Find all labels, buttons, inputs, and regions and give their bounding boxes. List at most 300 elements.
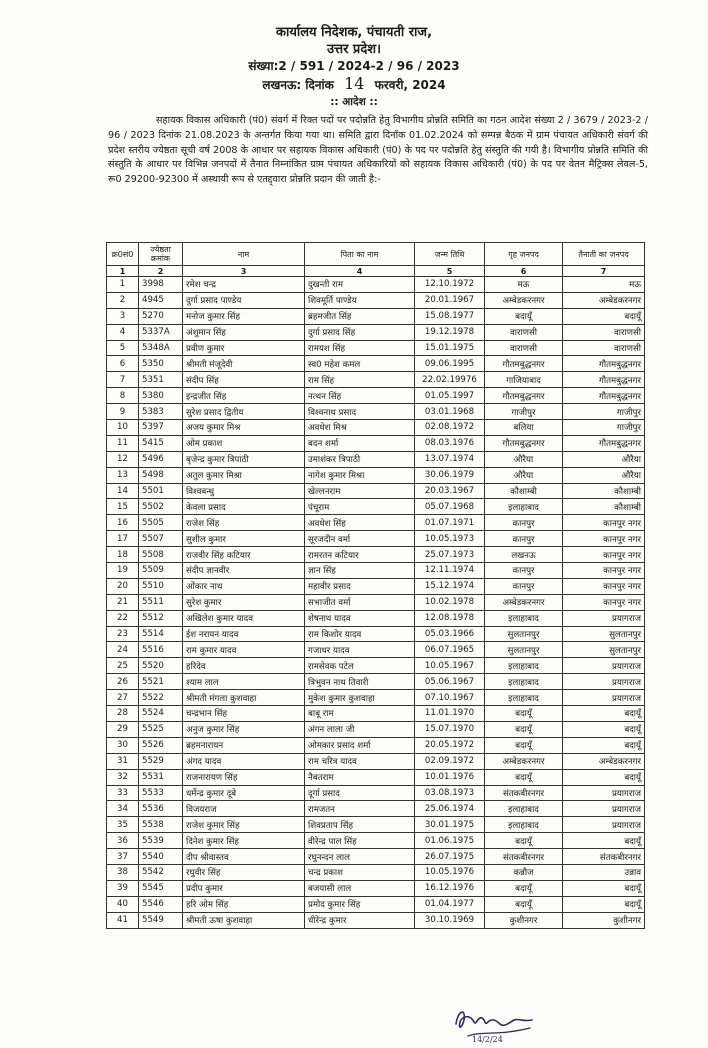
table-cell: 16.12.1976 bbox=[415, 880, 485, 896]
table-cell: अजय कुमार मिश्र bbox=[183, 420, 305, 436]
table-row bbox=[107, 769, 645, 785]
table-cell: 12.10.1972 bbox=[415, 277, 485, 293]
table-cell: 05.03.1966 bbox=[415, 626, 485, 642]
table-cell: बदायूँ bbox=[563, 880, 645, 896]
table-cell: 5538 bbox=[139, 817, 183, 833]
table-cell: सुलतानपुर bbox=[563, 642, 645, 658]
table-cell: राम कुमार यादव bbox=[183, 642, 305, 658]
table-cell: चन्द्र प्रकाश bbox=[305, 864, 415, 880]
table-cell: 33 bbox=[107, 785, 139, 801]
table-cell: कौशाम्बी bbox=[563, 499, 645, 515]
signature-date: 14/2/24 bbox=[472, 1035, 503, 1044]
table-cell: 20.01.1967 bbox=[415, 292, 485, 308]
table-cell: प्रयागराज bbox=[563, 610, 645, 626]
table-row bbox=[107, 277, 645, 293]
table-cell: मुकेश कुमार कुशवाहा bbox=[305, 690, 415, 706]
table-row bbox=[107, 785, 645, 801]
table-cell: 39 bbox=[107, 880, 139, 896]
table-cell: 5501 bbox=[139, 483, 183, 499]
table-cell: बदायूँ bbox=[485, 308, 563, 324]
order-title: :: आदेश :: bbox=[330, 96, 378, 108]
table-cell: बदायूँ bbox=[485, 880, 563, 896]
table-cell: अम्बेडकरनगर bbox=[485, 594, 563, 610]
table-cell: राम चरित्र यादव bbox=[305, 753, 415, 769]
table-cell: ईश नरायन यादव bbox=[183, 626, 305, 642]
table-cell: 5514 bbox=[139, 626, 183, 642]
table-cell: 17 bbox=[107, 531, 139, 547]
table-row bbox=[107, 324, 645, 340]
table-cell: इन्द्रजीत सिंह bbox=[183, 388, 305, 404]
table-cell: 18 bbox=[107, 547, 139, 563]
table-cell: अंगन लाला जी bbox=[305, 721, 415, 737]
table-cell: वाराणसी bbox=[563, 324, 645, 340]
table-cell: 5510 bbox=[139, 578, 183, 594]
table-cell: कुशीनगर bbox=[563, 912, 645, 928]
table-cell: 5542 bbox=[139, 864, 183, 880]
table-cell: 5526 bbox=[139, 737, 183, 753]
table-cell: स्व0 महेश कमल bbox=[305, 356, 415, 372]
table-cell: 7 bbox=[107, 372, 139, 388]
table-cell: 08.03.1976 bbox=[415, 435, 485, 451]
table-cell: 35 bbox=[107, 817, 139, 833]
table-cell: 13 bbox=[107, 467, 139, 483]
table-cell: रघुवीर सिंह bbox=[183, 864, 305, 880]
table-cell: 05.07.1968 bbox=[415, 499, 485, 515]
col-number: 6 bbox=[485, 266, 563, 277]
table-cell: दूर्गा प्रसाद bbox=[305, 785, 415, 801]
table-cell: 41 bbox=[107, 912, 139, 928]
col-header-name: नाम bbox=[183, 243, 305, 266]
table-cell: 40 bbox=[107, 896, 139, 912]
table-cell: कानपुर नगर bbox=[563, 547, 645, 563]
table-cell: बृजेन्द्र कुमार त्रिपाठी bbox=[183, 451, 305, 467]
table-cell: गौतमबुद्धनगर bbox=[563, 356, 645, 372]
table-cell: सुरेश कुमार bbox=[183, 594, 305, 610]
table-cell: औरैया bbox=[563, 467, 645, 483]
table-cell: 29 bbox=[107, 721, 139, 737]
table-cell: चन्द्रभान सिंह bbox=[183, 706, 305, 722]
table-cell: केवला प्रसाद bbox=[183, 499, 305, 515]
table-cell: 6 bbox=[107, 356, 139, 372]
table-row bbox=[107, 880, 645, 896]
table-cell: प्रयागराज bbox=[563, 690, 645, 706]
table-row bbox=[107, 737, 645, 753]
table-cell: बजयासी लाल bbox=[305, 880, 415, 896]
table-row bbox=[107, 308, 645, 324]
reference-number: संख्या:2 / 591 / 2024-2 / 96 / 2023 bbox=[248, 59, 460, 73]
table-cell: वाराणसी bbox=[563, 340, 645, 356]
promotion-table bbox=[106, 242, 645, 929]
letterhead bbox=[0, 24, 708, 111]
table-row bbox=[107, 515, 645, 531]
table-row bbox=[107, 626, 645, 642]
table-cell: राम सिंह bbox=[305, 372, 415, 388]
table-row bbox=[107, 578, 645, 594]
table-cell: दीप श्रीवास्तव bbox=[183, 849, 305, 865]
table-cell: कौशाम्बी bbox=[485, 483, 563, 499]
table-cell: 21 bbox=[107, 594, 139, 610]
table-cell: शेषनाथ यादव bbox=[305, 610, 415, 626]
table-cell: बलिया bbox=[485, 420, 563, 436]
table-cell: 5502 bbox=[139, 499, 183, 515]
table-cell: 36 bbox=[107, 833, 139, 849]
table-cell: इलाहाबाद bbox=[485, 658, 563, 674]
table-cell: नागेश कुमार मिश्रा bbox=[305, 467, 415, 483]
table-cell: 9 bbox=[107, 404, 139, 420]
table-row bbox=[107, 690, 645, 706]
table-cell: कानपुर bbox=[485, 563, 563, 579]
table-cell: इलाहाबाद bbox=[485, 610, 563, 626]
table-cell: दुर्गा प्रसाद सिंह bbox=[305, 324, 415, 340]
table-cell: 20.05.1972 bbox=[415, 737, 485, 753]
table-cell: इलाहाबाद bbox=[485, 674, 563, 690]
table-cell: 5539 bbox=[139, 833, 183, 849]
table-cell: गौतमबुद्धनगर bbox=[563, 388, 645, 404]
table-row bbox=[107, 896, 645, 912]
table-cell: 37 bbox=[107, 849, 139, 865]
table-cell: 4945 bbox=[139, 292, 183, 308]
table-cell: 12.11.1974 bbox=[415, 563, 485, 579]
table-cell: सुरेश प्रसाद द्वितीय bbox=[183, 404, 305, 420]
table-cell: धीरेन्द्र कुमार bbox=[305, 912, 415, 928]
col-header-home-district: गृह जनपद bbox=[485, 243, 563, 266]
table-header-row bbox=[107, 243, 645, 266]
table-cell: प्रमोद कुमार सिंह bbox=[305, 896, 415, 912]
table-cell: 15.07.1970 bbox=[415, 721, 485, 737]
table-cell: 10.01.1976 bbox=[415, 769, 485, 785]
table-cell: कानपुर नगर bbox=[563, 578, 645, 594]
table-cell: 16 bbox=[107, 515, 139, 531]
table-cell: 34 bbox=[107, 801, 139, 817]
table-cell: 5397 bbox=[139, 420, 183, 436]
table-cell: गाजीपुर bbox=[485, 404, 563, 420]
col-number: 5 bbox=[415, 266, 485, 277]
table-cell: त्रिभुवन नाथ तिवारी bbox=[305, 674, 415, 690]
table-row bbox=[107, 451, 645, 467]
col-number: 3 bbox=[183, 266, 305, 277]
table-cell: 22 bbox=[107, 610, 139, 626]
table-row bbox=[107, 642, 645, 658]
table-row bbox=[107, 674, 645, 690]
table-cell: इलाहाबाद bbox=[485, 817, 563, 833]
table-row bbox=[107, 420, 645, 436]
table-cell: नत्थन सिंह bbox=[305, 388, 415, 404]
table-cell: लखनऊ bbox=[485, 547, 563, 563]
table-cell: 10.05.1967 bbox=[415, 658, 485, 674]
table-cell: 03.01.1968 bbox=[415, 404, 485, 420]
table-cell: गौतमबुद्धनगर bbox=[563, 372, 645, 388]
table-row bbox=[107, 356, 645, 372]
table-row bbox=[107, 435, 645, 451]
table-cell: 13.07.1974 bbox=[415, 451, 485, 467]
table-cell: अखिलेश कुमार यादव bbox=[183, 610, 305, 626]
table-cell: बाबू राम bbox=[305, 706, 415, 722]
table-cell: सुलतानपुर bbox=[485, 626, 563, 642]
table-cell: 5498 bbox=[139, 467, 183, 483]
table-cell: सुलतानपुर bbox=[485, 642, 563, 658]
table-cell: 5512 bbox=[139, 610, 183, 626]
col-number: 2 bbox=[139, 266, 183, 277]
table-cell: कानपुर bbox=[485, 578, 563, 594]
table-row bbox=[107, 753, 645, 769]
table-cell: 5522 bbox=[139, 690, 183, 706]
state-name: उत्तर प्रदेश। bbox=[326, 42, 382, 57]
table-cell: 12.08.1978 bbox=[415, 610, 485, 626]
table-cell: रघुनन्दन लाल bbox=[305, 849, 415, 865]
office-order-page bbox=[0, 24, 708, 1048]
table-row bbox=[107, 817, 645, 833]
table-cell: संतकबीरनगर bbox=[485, 849, 563, 865]
table-cell: 31 bbox=[107, 753, 139, 769]
place-date bbox=[0, 75, 708, 94]
table-cell: दिनेश कुमार सिंह bbox=[183, 833, 305, 849]
table-cell: वीरेन्द्र पाल सिंह bbox=[305, 833, 415, 849]
table-cell: उन्नाव bbox=[563, 864, 645, 880]
table-cell: अम्बेडकरनगर bbox=[485, 292, 563, 308]
table-cell: ओंकार नाथ bbox=[183, 578, 305, 594]
table-cell: ब्रहमनारायन bbox=[183, 737, 305, 753]
table-cell: बदायूँ bbox=[563, 896, 645, 912]
table-cell: गाजीपुर bbox=[563, 420, 645, 436]
table-cell: 15 bbox=[107, 499, 139, 515]
table-row bbox=[107, 706, 645, 722]
table-cell: 3998 bbox=[139, 277, 183, 293]
table-cell: राजनारायण सिंह bbox=[183, 769, 305, 785]
table-cell: 5270 bbox=[139, 308, 183, 324]
table-cell: 20.03.1967 bbox=[415, 483, 485, 499]
table-row bbox=[107, 658, 645, 674]
table-row bbox=[107, 467, 645, 483]
table-cell: प्रयागराज bbox=[563, 785, 645, 801]
table-cell: हरिदेव bbox=[183, 658, 305, 674]
table-cell: 5508 bbox=[139, 547, 183, 563]
table-cell: 2 bbox=[107, 292, 139, 308]
table-cell: 5531 bbox=[139, 769, 183, 785]
table-cell: गौतमबुद्धनगर bbox=[485, 388, 563, 404]
handwritten-signature bbox=[448, 1002, 544, 1044]
col-number: 1 bbox=[107, 266, 139, 277]
table-row bbox=[107, 388, 645, 404]
table-cell: धर्मेन्द्र कुमार दूबे bbox=[183, 785, 305, 801]
table-cell: बदायूँ bbox=[485, 721, 563, 737]
table-cell: औरैया bbox=[563, 451, 645, 467]
table-cell: सुलतानपुर bbox=[563, 626, 645, 642]
table-cell: ज्ञान सिंह bbox=[305, 563, 415, 579]
table-cell: 25 bbox=[107, 658, 139, 674]
col-header-seniority: ज्येष्ठता क्रमांक bbox=[139, 243, 183, 266]
table-cell: हरि ओम सिंह bbox=[183, 896, 305, 912]
table-cell: अंगद यादव bbox=[183, 753, 305, 769]
table-cell: 32 bbox=[107, 769, 139, 785]
table-cell: सूरजदीन वर्मा bbox=[305, 531, 415, 547]
table-cell: बदायूँ bbox=[563, 737, 645, 753]
table-cell: बदायूँ bbox=[563, 308, 645, 324]
table-cell: संदीप सिंह bbox=[183, 372, 305, 388]
handwritten-date: 14 bbox=[344, 74, 365, 93]
table-cell: प्रयागराज bbox=[563, 817, 645, 833]
table-cell: कौशाम्बी bbox=[563, 483, 645, 499]
table-cell: संतकबीरनगर bbox=[485, 785, 563, 801]
table-cell: रामजतन bbox=[305, 801, 415, 817]
table-cell: अम्बेडकरनगर bbox=[485, 753, 563, 769]
table-row bbox=[107, 292, 645, 308]
table-cell: 03.08.1973 bbox=[415, 785, 485, 801]
table-cell: 5536 bbox=[139, 801, 183, 817]
table-cell: 01.04.1977 bbox=[415, 896, 485, 912]
table-cell: बदन शर्मा bbox=[305, 435, 415, 451]
table-cell: विजयराज bbox=[183, 801, 305, 817]
table-cell: वाराणसी bbox=[485, 324, 563, 340]
table-cell: कन्नौज bbox=[485, 864, 563, 880]
table-cell: कानपुर bbox=[485, 515, 563, 531]
col-number: 7 bbox=[563, 266, 645, 277]
table-cell: औरैया bbox=[485, 451, 563, 467]
table-cell: संदीप ज्ञानवीर bbox=[183, 563, 305, 579]
table-cell: बदायूँ bbox=[485, 833, 563, 849]
table-cell: मऊ bbox=[563, 277, 645, 293]
column-number-row bbox=[107, 266, 645, 277]
table-cell: 15.12.1974 bbox=[415, 578, 485, 594]
table-cell: 5529 bbox=[139, 753, 183, 769]
table-cell: 22.02.19976 bbox=[415, 372, 485, 388]
table-cell: इलाहाबाद bbox=[485, 690, 563, 706]
table-cell: श्याम लाल bbox=[183, 674, 305, 690]
table-cell: 10 bbox=[107, 420, 139, 436]
table-cell: 5533 bbox=[139, 785, 183, 801]
table-cell: 5415 bbox=[139, 435, 183, 451]
table-row bbox=[107, 499, 645, 515]
table-cell: कानपुर bbox=[485, 531, 563, 547]
table-cell: 26.07.1975 bbox=[415, 849, 485, 865]
table-cell: राम किशोर यादव bbox=[305, 626, 415, 642]
table-cell: बदायूँ bbox=[485, 769, 563, 785]
table-row bbox=[107, 340, 645, 356]
table-cell: प्रवीण कुमार bbox=[183, 340, 305, 356]
table-cell: राजेश कुमार सिंह bbox=[183, 817, 305, 833]
table-row bbox=[107, 912, 645, 928]
table-cell: 28 bbox=[107, 706, 139, 722]
table-cell: 5350 bbox=[139, 356, 183, 372]
table-cell: प्रयागराज bbox=[563, 658, 645, 674]
table-cell: 27 bbox=[107, 690, 139, 706]
office-name: कार्यालय निदेशक, पंचायती राज, bbox=[275, 25, 433, 40]
table-cell: 23 bbox=[107, 626, 139, 642]
table-cell: कानपुर नगर bbox=[563, 515, 645, 531]
table-cell: 25.06.1974 bbox=[415, 801, 485, 817]
table-cell: बदायूँ bbox=[563, 706, 645, 722]
table-row bbox=[107, 801, 645, 817]
table-cell: नैबतराम bbox=[305, 769, 415, 785]
table-cell: 5516 bbox=[139, 642, 183, 658]
table-cell: 05.06.1967 bbox=[415, 674, 485, 690]
table-row bbox=[107, 864, 645, 880]
table-cell: 1 bbox=[107, 277, 139, 293]
table-cell: रामसेवक पटेल bbox=[305, 658, 415, 674]
table-cell: मनोज कुमार सिंह bbox=[183, 308, 305, 324]
table-cell: 5511 bbox=[139, 594, 183, 610]
table-cell: ओमकार प्रसाद शर्मा bbox=[305, 737, 415, 753]
table-cell: 19 bbox=[107, 563, 139, 579]
table-row bbox=[107, 547, 645, 563]
table-cell: 5549 bbox=[139, 912, 183, 928]
place-date-prefix: लखनऊ: दिनांक bbox=[262, 78, 334, 92]
table-cell: 38 bbox=[107, 864, 139, 880]
table-row bbox=[107, 594, 645, 610]
table-cell: औरैया bbox=[485, 467, 563, 483]
table-cell: 5496 bbox=[139, 451, 183, 467]
table-cell: शिवप्रताप सिंह bbox=[305, 817, 415, 833]
table-cell: रामयश सिंह bbox=[305, 340, 415, 356]
table-cell: 24 bbox=[107, 642, 139, 658]
table-cell: बदायूँ bbox=[485, 896, 563, 912]
table-cell: 12 bbox=[107, 451, 139, 467]
table-cell: कुशीनगर bbox=[485, 912, 563, 928]
table-cell: 07.10.1967 bbox=[415, 690, 485, 706]
table-cell: 5546 bbox=[139, 896, 183, 912]
table-cell: 30 bbox=[107, 737, 139, 753]
table-cell: 30.06.1979 bbox=[415, 467, 485, 483]
table-cell: अवधेश मिश्र bbox=[305, 420, 415, 436]
table-cell: 5524 bbox=[139, 706, 183, 722]
table-cell: अम्बेडकरनगर bbox=[563, 753, 645, 769]
table-cell: 01.06.1975 bbox=[415, 833, 485, 849]
table-cell: सभाजीत वर्मा bbox=[305, 594, 415, 610]
table-cell: श्रीमती मंगला कुशवाहा bbox=[183, 690, 305, 706]
table-cell: मऊ bbox=[485, 277, 563, 293]
table-cell: गौतमबुद्धनगर bbox=[485, 435, 563, 451]
table-cell: श्रीमती ऊषा कुशवाहा bbox=[183, 912, 305, 928]
table-cell: अंशुमान सिंह bbox=[183, 324, 305, 340]
table-cell: 5505 bbox=[139, 515, 183, 531]
table-row bbox=[107, 849, 645, 865]
table-cell: शिवमूर्ति पाण्डेय bbox=[305, 292, 415, 308]
table-cell: प्रयागराज bbox=[563, 674, 645, 690]
table-cell: 5520 bbox=[139, 658, 183, 674]
table-cell: 5337A bbox=[139, 324, 183, 340]
table-cell: 5383 bbox=[139, 404, 183, 420]
col-header-father-name: पिता का नाम bbox=[305, 243, 415, 266]
table-cell: 15.08.1977 bbox=[415, 308, 485, 324]
table-cell: अनुज कुमार सिंह bbox=[183, 721, 305, 737]
table-cell: प्रदीप कुमार bbox=[183, 880, 305, 896]
table-cell: 5509 bbox=[139, 563, 183, 579]
table-cell: 5507 bbox=[139, 531, 183, 547]
table-cell: बदायूँ bbox=[563, 769, 645, 785]
table-cell: 15.01.1975 bbox=[415, 340, 485, 356]
table-cell: 8 bbox=[107, 388, 139, 404]
table-cell: अम्बेडकरनगर bbox=[563, 292, 645, 308]
table-row bbox=[107, 833, 645, 849]
col-number: 4 bbox=[305, 266, 415, 277]
table-cell: कानपुर नगर bbox=[563, 563, 645, 579]
table-cell: खेल्लनराम bbox=[305, 483, 415, 499]
table-cell: गौतमबुद्धनगर bbox=[485, 356, 563, 372]
table-cell: कानपुर नगर bbox=[563, 594, 645, 610]
table-cell: कानपुर नगर bbox=[563, 531, 645, 547]
table-cell: बदायूँ bbox=[485, 737, 563, 753]
col-header-dob: जन्म तिथि bbox=[415, 243, 485, 266]
table-cell: विश्वनाथ प्रसाद bbox=[305, 404, 415, 420]
col-header-posting-district: तैनाती का जनपद bbox=[563, 243, 645, 266]
table-cell: 10.02.1978 bbox=[415, 594, 485, 610]
col-header-serial: क्र0सं0 bbox=[107, 243, 139, 266]
table-cell: 06.07.1965 bbox=[415, 642, 485, 658]
table-cell: 11.01.1970 bbox=[415, 706, 485, 722]
table-cell: 25.07.1973 bbox=[415, 547, 485, 563]
order-body-paragraph: सहायक विकास अधिकारी (पं0) संवर्ग में रिक्त पदों पर पदोन्नति हेतु विभागीय प्रोन्नति समिति का गठन आदेश संख्या 2 / 3679 / 2023-2 / 96 / 2023 दिनांक 21.08.2023 के अन्तर्गत किया गया था। समिति द्वारा दिनॉक 01.02.2024 को सम्पन्न बैठक में ग्राम पंचायत अधिकारी संवर्ग की प्रदेश स्तरीय ज्येष्ठता सूची वर्ष 2008 के आधार पर सहायक विकास अधिकारी (पं0) के पद पर पदोन्नति हेतु संस्तुति की गयी है। विभागीय प्रोन्नति समिति की संस्तुति के आधार पर विभिन्न जनपदों में तैनात निम्नांकित ग्राम पंचायत अधिकारियों को सहायक विकास अधिकारी (पं0) के पद पर वेतन मैट्रिक्स लेवल-5, रू0 29200-92300 में अस्थायी रूप से एतद्द्वारा प्रोन्नति प्रदान की जाती है:- bbox=[108, 115, 648, 186]
table-cell: 5351 bbox=[139, 372, 183, 388]
table-cell: राजवीर सिंह कटियार bbox=[183, 547, 305, 563]
